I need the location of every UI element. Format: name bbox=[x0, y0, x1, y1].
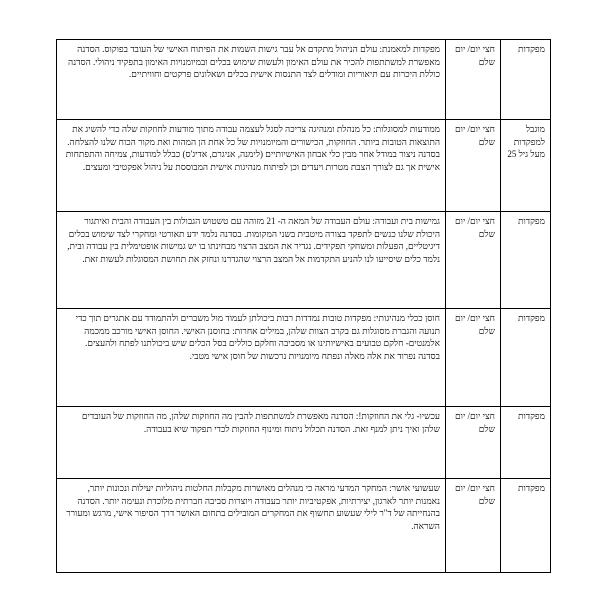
duration-cell: חצי יום/ יום שלם bbox=[446, 120, 501, 212]
table-row bbox=[57, 407, 551, 479]
audience-cell: מוגבל למפקדות מעל גיל 25 bbox=[501, 120, 551, 212]
duration-cell: חצי יום/ יום שלם bbox=[446, 212, 501, 309]
audience-cell: מפקדות bbox=[501, 212, 551, 309]
table-row bbox=[57, 212, 551, 309]
table-row bbox=[57, 309, 551, 407]
audience-cell: מפקדות bbox=[501, 309, 551, 407]
duration-cell: חצי יום/ יום שלם bbox=[446, 40, 501, 120]
table-row bbox=[57, 479, 551, 573]
description-cell: גמישות בית ועבודה: עולם העבודה של המאה ה- 21 מזוהה עם טשטוש הגבולות בין העבודה והבית ואיתגור היכולת שלנו כנשים לתפקד בצורה מיטבית בשני המקומות. בסדנה נלמד ידע תאורטי ומחקרי לצד שימוש בכלים דיגיטליים, הפעלות ומשחקי תפקידים. נגדיר את המצב הרצוי מבחינתו בו יש גמישות אופטימלית בין עבודה ובית, נלמד כלים שיסייעו לנו להניע התקדמות אל המצב הרצוי שהגדרנו ונחזק את תחושת המסוגלות לעשות זאת. bbox=[57, 212, 446, 309]
table-row bbox=[57, 120, 551, 212]
description-cell: ממודעות למסוגלות: כל מנהלת ומנהיגה צריכה לסגל לעצמה עבודה מתוך מודעות לחוזקות שלה כדי להשיג את התוצאות הטובות ביותר. החוזקות, הכישורים והמיומנויות של כל אחת הן המהות ואת מקור הכוח שלנו להצלחה. בסדנה ניצור במודל אחר מבין כלי אבחון האישיותיים (לימנה, אניגרם, אדיג'ס) כבלל למודעות, צמיחה והתפתחות אישית אך גם לצורך הצבת מטרות ויעדים וכן לפיתוח מנהיגות אישית המבוססת על ניהול אפקטיבי ומעצים. bbox=[57, 120, 446, 212]
workshops-table bbox=[56, 39, 551, 573]
duration-cell: חצי יום/ יום שלם bbox=[446, 407, 501, 479]
description-cell: עכשיו- גלי את החוזקות!: הסדנה מאפשרת למשתתפות להבין מה החוזקות שלהן, מה החוזקות של העובדים שלהן ואיך ניתן למנף זאת. הסדנה תכלול ניתוח ומינוף החוזקות לכדי תפקוד שיא בעבודה. bbox=[57, 407, 446, 479]
table-row bbox=[57, 40, 551, 120]
description-cell: מפקדות למאמנת: עולם הניהול מתקדם אל עבר גישות השמות את הפיתוח האישי של העובד בפוקוס. הסדנה מאפשרת למשתתפות להכיר את עולם האימון ולעשות שימוש בכלים ובמיומנויות האימון בתפקיד ניהולי. הסדנה כוללת היכרות עם תיאוריות ומודלים לצד התנסות אישית בכלים ושאלונים פרקטים וחוויתיים. bbox=[57, 40, 446, 120]
audience-cell: מפקדות bbox=[501, 479, 551, 573]
audience-cell: מפקדות bbox=[501, 407, 551, 479]
description-cell: שעשועי אושר: המחקר המדעי מראה כי מנהלים מאושרות מקבלות החלטות ניהוליות יעילות ונכונות יותר, נאמנות יותר לארגון, יצירתיות, אפקטיביות יותר בעבודה ויוצרות סביבה חברתית מלוכדת ונעימה יותר. הסדנה בהנחייתה של ד"ר לילי שעשוע תחשוף את המחקרים המובילים בתחום האושר דרך הסיפור אישי, מרגש ומעורר השראה. bbox=[57, 479, 446, 573]
description-cell: חוסן ככלי מנהיגותי: מפקדות טובות נמדדות רבות ביכולתן לעמוד מול משברים ולהתמודד עם אתגרים תוך כדי תנועה והגברת מסוגלות גם בקרב הצוות שלהן, במילים אחרות: בחוסנן האישי. החוסן האישי מורכב ממכמה אלמנטים- חלקם טבועים באישיותינו או מסביבה וחלקם כוללים בסל הכלים שיש ביכולתנו לפתח ולהעצים. בסדנה נפרוד את אלה מאלה ונפתח מיומנויות נרכשות של חוסן אישי מטבי. bbox=[57, 309, 446, 407]
duration-cell: חצי יום/ יום שלם bbox=[446, 479, 501, 573]
audience-cell: מפקדות bbox=[501, 40, 551, 120]
duration-cell: חצי יום/ יום שלם bbox=[446, 309, 501, 407]
